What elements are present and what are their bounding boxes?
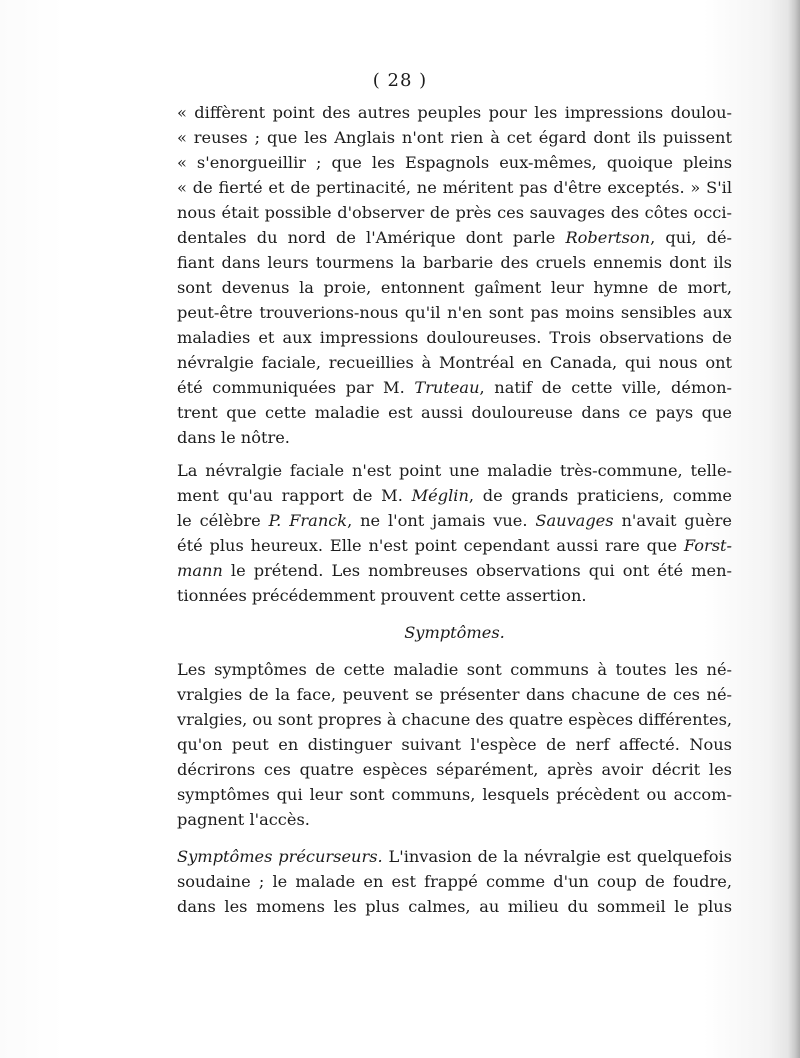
section-gap	[177, 645, 732, 657]
text-line: dans les momens les plus calmes, au milieu du sommeil le plus	[177, 897, 732, 916]
text-line: symptômes qui leur sont communs, lesquels précèdent ou accom-	[177, 785, 732, 804]
text-run: , natif de cette ville, démon-	[479, 378, 732, 397]
italic-name: Robertson	[565, 228, 651, 247]
section-heading-text: Symptômes.	[404, 623, 505, 642]
italic-subheading: Symptômes précurseurs.	[177, 847, 383, 866]
text-line: tionnées précédemment prouvent cette assertion.	[177, 586, 587, 605]
italic-name: Sauvages	[535, 511, 614, 530]
paragraph-gap	[177, 832, 732, 844]
text-run: le prétend. Les nombreuses observations qui ont été men-	[222, 561, 732, 580]
text-line: vralgies, ou sont propres à chacune des quatre espèces différentes,	[177, 710, 733, 729]
italic-name: Forst-	[683, 536, 732, 555]
text-line: « diffèrent point des autres peuples pour les impressions doulou-	[177, 103, 732, 122]
text-line: soudaine ; le malade en est frappé comme d'un coup de foudre,	[177, 872, 732, 891]
text-line: Les symptômes de cette maladie sont communs à toutes les né-	[177, 660, 732, 679]
page-edge-shadow	[788, 0, 800, 1058]
text-line: « de fierté et de pertinacité, ne méritent pas d'être exceptés. » S'il	[177, 178, 732, 197]
text-line	[177, 844, 732, 869]
text-run: été plus heureux. Elle n'est point cependant aussi rare que	[177, 536, 684, 555]
text-run: dentales du nord de l'Amérique dont parle	[177, 228, 566, 247]
text-line: maladies et aux impressions douloureuses. Trois observations de	[177, 328, 732, 347]
text-run: , qui, dé-	[650, 228, 732, 247]
italic-name: Truteau	[414, 378, 480, 397]
italic-name: Méglin	[411, 486, 469, 505]
text-line: névralgie faciale, recueillies à Montréal en Canada, qui nous ont	[177, 353, 732, 372]
text-line	[177, 558, 732, 583]
text-line	[177, 533, 732, 558]
text-line	[177, 508, 732, 533]
text-line: trent que cette maladie est aussi douloureuse dans ce pays que	[177, 403, 732, 422]
text-run: été communiquées par M.	[177, 378, 415, 397]
text-line: pagnent l'accès.	[177, 810, 310, 829]
text-line: « reuses ; que les Anglais n'ont rien à cet égard dont ils puissent	[177, 128, 732, 147]
text-run: ment qu'au rapport de M.	[177, 486, 412, 505]
text-line: dans le nôtre.	[177, 428, 290, 447]
text-run: le célèbre	[177, 511, 269, 530]
italic-name: P. Franck	[268, 511, 348, 530]
text-line	[177, 375, 732, 400]
text-line: La névralgie faciale n'est point une maladie très-commune, telle-	[177, 461, 732, 480]
text-line: décrirons ces quatre espèces séparément, après avoir décrit les	[177, 760, 732, 779]
text-line: peut-être trouverions-nous qu'il n'en sont pas moins sensibles aux	[177, 303, 732, 322]
text-run: n'avait guère	[613, 511, 732, 530]
text-line: qu'on peut en distinguer suivant l'espèce de nerf affecté. Nous	[177, 735, 732, 754]
page-number: ( 28 )	[372, 70, 428, 91]
text-line: « s'enorgueillir ; que les Espagnols eux-mêmes, quoique pleins	[177, 153, 732, 172]
text-run: L'invasion de la névralgie est quelquefois	[382, 847, 732, 866]
section-heading	[177, 620, 732, 645]
text-line: vralgies de la face, peuvent se présenter dans chacune de ces né-	[177, 685, 732, 704]
text-run: , de grands praticiens, comme	[468, 486, 732, 505]
text-line: nous était possible d'observer de près ces sauvages des côtes occi-	[177, 203, 732, 222]
text-line	[177, 225, 732, 250]
italic-name: mann	[177, 561, 223, 580]
text-run: , ne l'ont jamais vue.	[347, 511, 536, 530]
paragraph-gap	[177, 450, 732, 458]
text-line	[177, 483, 732, 508]
text-line: sont devenus la proie, entonnent gaîment leur hymne de mort,	[177, 278, 732, 297]
page-body-text	[177, 100, 732, 919]
text-line: fiant dans leurs tourmens la barbarie des cruels ennemis dont ils	[177, 253, 732, 272]
section-gap	[177, 608, 732, 620]
